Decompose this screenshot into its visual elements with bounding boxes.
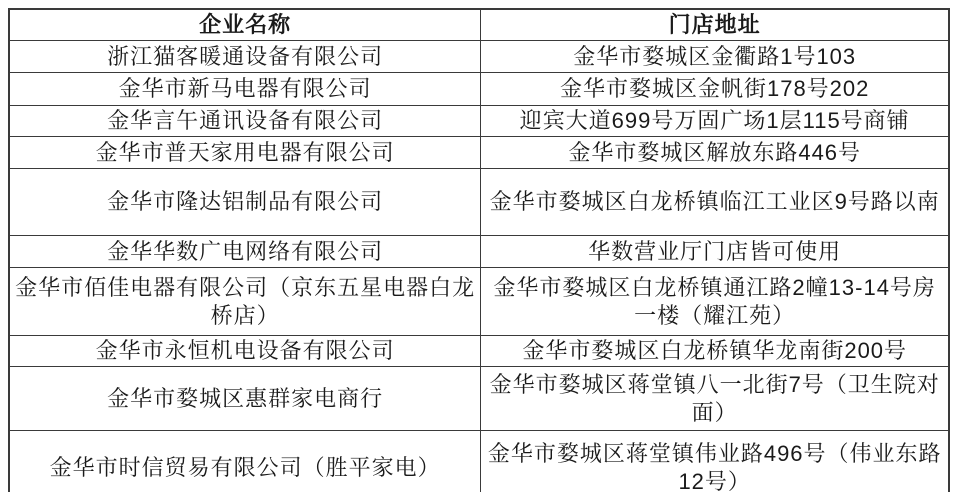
address-cell: 金华市婺城区蒋堂镇伟业路496号（伟业东路12号） bbox=[481, 431, 949, 492]
address-cell: 金华市婺城区白龙桥镇华龙南街200号 bbox=[481, 336, 949, 367]
table-row bbox=[9, 137, 949, 169]
company-cell: 金华市普天家用电器有限公司 bbox=[9, 137, 481, 169]
company-cell: 金华市新马电器有限公司 bbox=[9, 73, 481, 106]
address-cell: 金华市婺城区白龙桥镇临江工业区9号路以南 bbox=[481, 169, 949, 236]
address-cell: 金华市婺城区白龙桥镇通江路2幢13-14号房一楼（耀江苑） bbox=[481, 268, 949, 336]
company-cell: 金华市时信贸易有限公司（胜平家电） bbox=[9, 431, 481, 492]
company-cell: 金华市婺城区惠群家电商行 bbox=[9, 367, 481, 431]
address-cell: 迎宾大道699号万固广场1层115号商铺 bbox=[481, 106, 949, 137]
company-cell: 金华言午通讯设备有限公司 bbox=[9, 106, 481, 137]
address-column-header: 门店地址 bbox=[481, 9, 949, 41]
company-cell: 浙江猫客暖通设备有限公司 bbox=[9, 41, 481, 73]
table-row bbox=[9, 169, 949, 236]
table-body bbox=[9, 41, 949, 492]
address-cell: 金华市婺城区蒋堂镇八一北街7号（卫生院对面） bbox=[481, 367, 949, 431]
header-row bbox=[9, 9, 949, 41]
company-cell: 金华市佰佳电器有限公司（京东五星电器白龙桥店） bbox=[9, 268, 481, 336]
table-row bbox=[9, 236, 949, 268]
table-row bbox=[9, 367, 949, 431]
address-cell: 金华市婺城区金衢路1号103 bbox=[481, 41, 949, 73]
company-column-header: 企业名称 bbox=[9, 9, 481, 41]
company-cell: 金华华数广电网络有限公司 bbox=[9, 236, 481, 268]
table-row bbox=[9, 336, 949, 367]
table-row bbox=[9, 268, 949, 336]
address-cell: 金华市婺城区金帆街178号202 bbox=[481, 73, 949, 106]
address-cell: 金华市婺城区解放东路446号 bbox=[481, 137, 949, 169]
table-row bbox=[9, 431, 949, 492]
address-cell: 华数营业厅门店皆可使用 bbox=[481, 236, 949, 268]
company-cell: 金华市永恒机电设备有限公司 bbox=[9, 336, 481, 367]
table-row bbox=[9, 41, 949, 73]
company-cell: 金华市隆达铝制品有限公司 bbox=[9, 169, 481, 236]
store-table bbox=[8, 8, 950, 492]
table-row bbox=[9, 106, 949, 137]
table-row bbox=[9, 73, 949, 106]
